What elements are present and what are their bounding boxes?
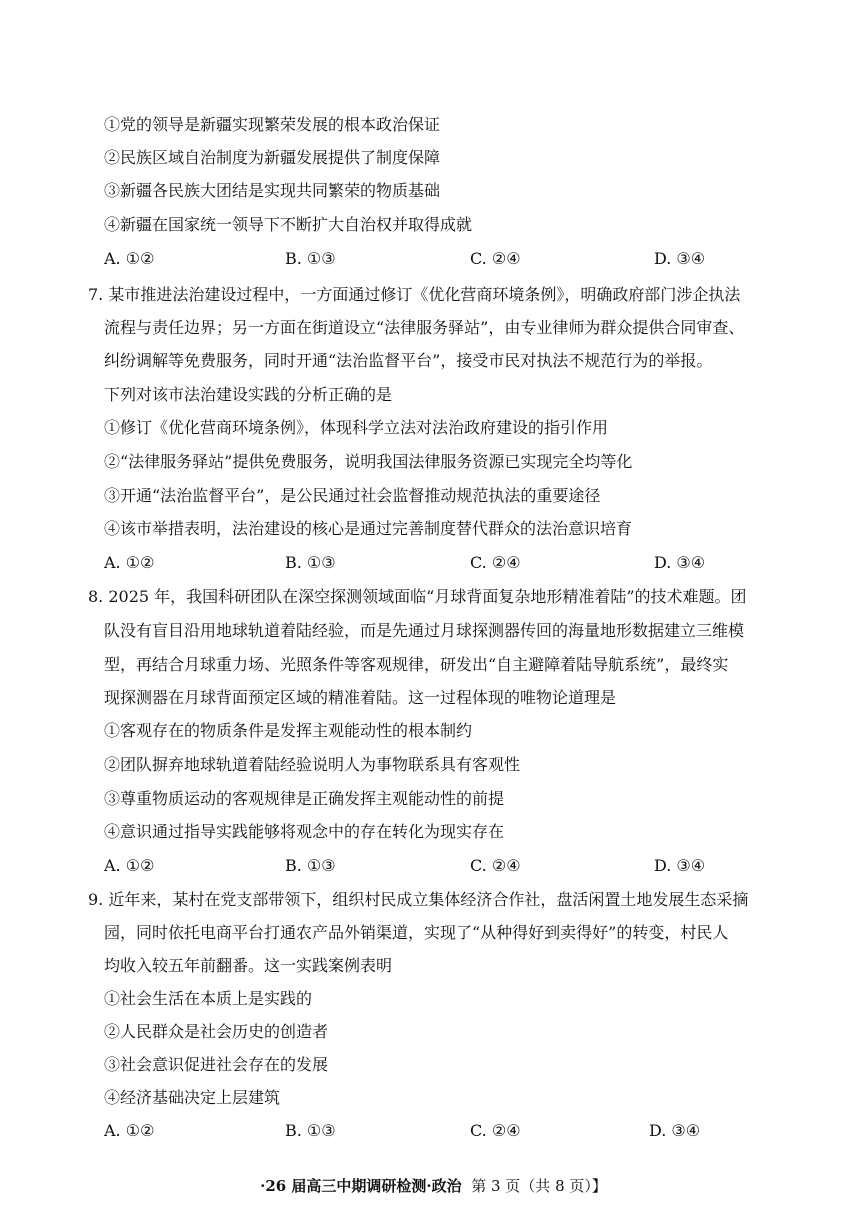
q7-stem-line-1: 7. 某市推进法治建设过程中，一方面通过修订《优化营商环境条例》，明确政府部门涉企执法: [88, 285, 741, 304]
q6-option-c: C. ②④: [470, 249, 521, 268]
q9-option-a: A. ①②: [104, 1121, 155, 1140]
q9-statement-2: ②人民群众是社会历史的创造者: [104, 1022, 329, 1041]
q8-stem-line-2: 队没有盲目沿用地球轨道着陆经验，而是先通过月球探测器传回的海量地形数据建立三维模: [104, 621, 745, 640]
q8-statement-3: ③尊重物质运动的客观规律是正确发挥主观能动性的前提: [104, 789, 505, 808]
q8-option-d: D. ③④: [654, 856, 706, 875]
q7-statement-1: ①修订《优化营商环境条例》，体现科学立法对法治政府建设的指引作用: [104, 418, 609, 437]
q8-option-a: A. ①②: [104, 856, 155, 875]
q7-statement-2: ②“法律服务驿站”提供免费服务，说明我国法律服务资源已实现完全均等化: [104, 452, 633, 471]
footer-page-number: 第 3 页（共 8 页）】: [471, 1177, 607, 1195]
q9-stem-line-3: 均收入较五年前翻番。这一实践案例表明: [104, 956, 393, 975]
q6-option-b: B. ①③: [285, 249, 336, 268]
q9-option-c: C. ②④: [470, 1121, 521, 1140]
q7-statement-4: ④该市举措表明，法治建设的核心是通过完善制度替代群众的法治意识培育: [104, 519, 633, 538]
q6-statement-4: ④新疆在国家统一领导下不断扩大自治权并取得成就: [104, 215, 473, 234]
q9-option-d: D. ③④: [649, 1121, 701, 1140]
q9-statement-4: ④经济基础决定上层建筑: [104, 1088, 281, 1107]
q9-stem-line-1: 9. 近年来，某村在党支部带领下，组织村民成立集体经济合作社，盘活闲置土地发展生态采摘: [88, 890, 749, 909]
q6-option-d: D. ③④: [654, 249, 706, 268]
q7-option-d: D. ③④: [654, 553, 706, 572]
q8-option-b: B. ①③: [285, 856, 336, 875]
q9-option-b: B. ①③: [285, 1121, 336, 1140]
page-footer: [0, 1176, 867, 1196]
q7-stem-line-2: 流程与责任边界；另一方面在街道设立“法律服务驿站”，由专业律师为群众提供合同审查、: [104, 318, 745, 337]
q8-statement-2: ②团队摒弃地球轨道着陆经验说明人为事物联系具有客观性: [104, 755, 521, 774]
footer-exam-name: ·26 届高三中期调研检测·: [260, 1177, 432, 1195]
q8-statement-1: ①客观存在的物质条件是发挥主观能动性的根本制约: [104, 721, 473, 740]
q8-stem-line-3: 型，再结合月球重力场、光照条件等客观规律，研发出“自主避障着陆导航系统”，最终实: [104, 655, 729, 674]
q8-stem-line-1: 8. 2025 年，我国科研团队在深空探测领域面临“月球背面复杂地形精准着陆”的技术难题。团: [88, 587, 747, 606]
q7-option-a: A. ①②: [104, 553, 155, 572]
q9-statement-1: ①社会生活在本质上是实践的: [104, 989, 313, 1008]
q8-statement-4: ④意识通过指导实践能够将观念中的存在转化为现实存在: [104, 822, 505, 841]
q8-stem-line-4: 现探测器在月球背面预定区域的精准着陆。这一过程体现的唯物论道理是: [104, 688, 617, 707]
q9-statement-3: ③社会意识促进社会存在的发展: [104, 1055, 329, 1074]
q6-statement-2: ②民族区域自治制度为新疆发展提供了制度保障: [104, 148, 441, 167]
q6-statement-1: ①党的领导是新疆实现繁荣发展的根本政治保证: [104, 115, 441, 134]
q6-option-a: A. ①②: [104, 249, 155, 268]
q7-stem-line-4: 下列对该市法治建设实践的分析正确的是: [104, 385, 393, 404]
q7-option-c: C. ②④: [470, 553, 521, 572]
q7-option-b: B. ①③: [285, 553, 336, 572]
q8-option-c: C. ②④: [470, 856, 521, 875]
q7-stem-line-3: 纠纷调解等免费服务，同时开通“法治监督平台”，接受市民对执法不规范行为的举报。: [104, 351, 713, 370]
q7-statement-3: ③开通“法治监督平台”，是公民通过社会监督推动规范执法的重要途径: [104, 486, 601, 505]
q6-statement-3: ③新疆各民族大团结是实现共同繁荣的物质基础: [104, 181, 441, 200]
footer-subject: 政治: [431, 1177, 462, 1195]
q9-stem-line-2: 园，同时依托电商平台打通农产品外销渠道，实现了“从种得好到卖得好”的转变，村民人: [104, 923, 729, 942]
